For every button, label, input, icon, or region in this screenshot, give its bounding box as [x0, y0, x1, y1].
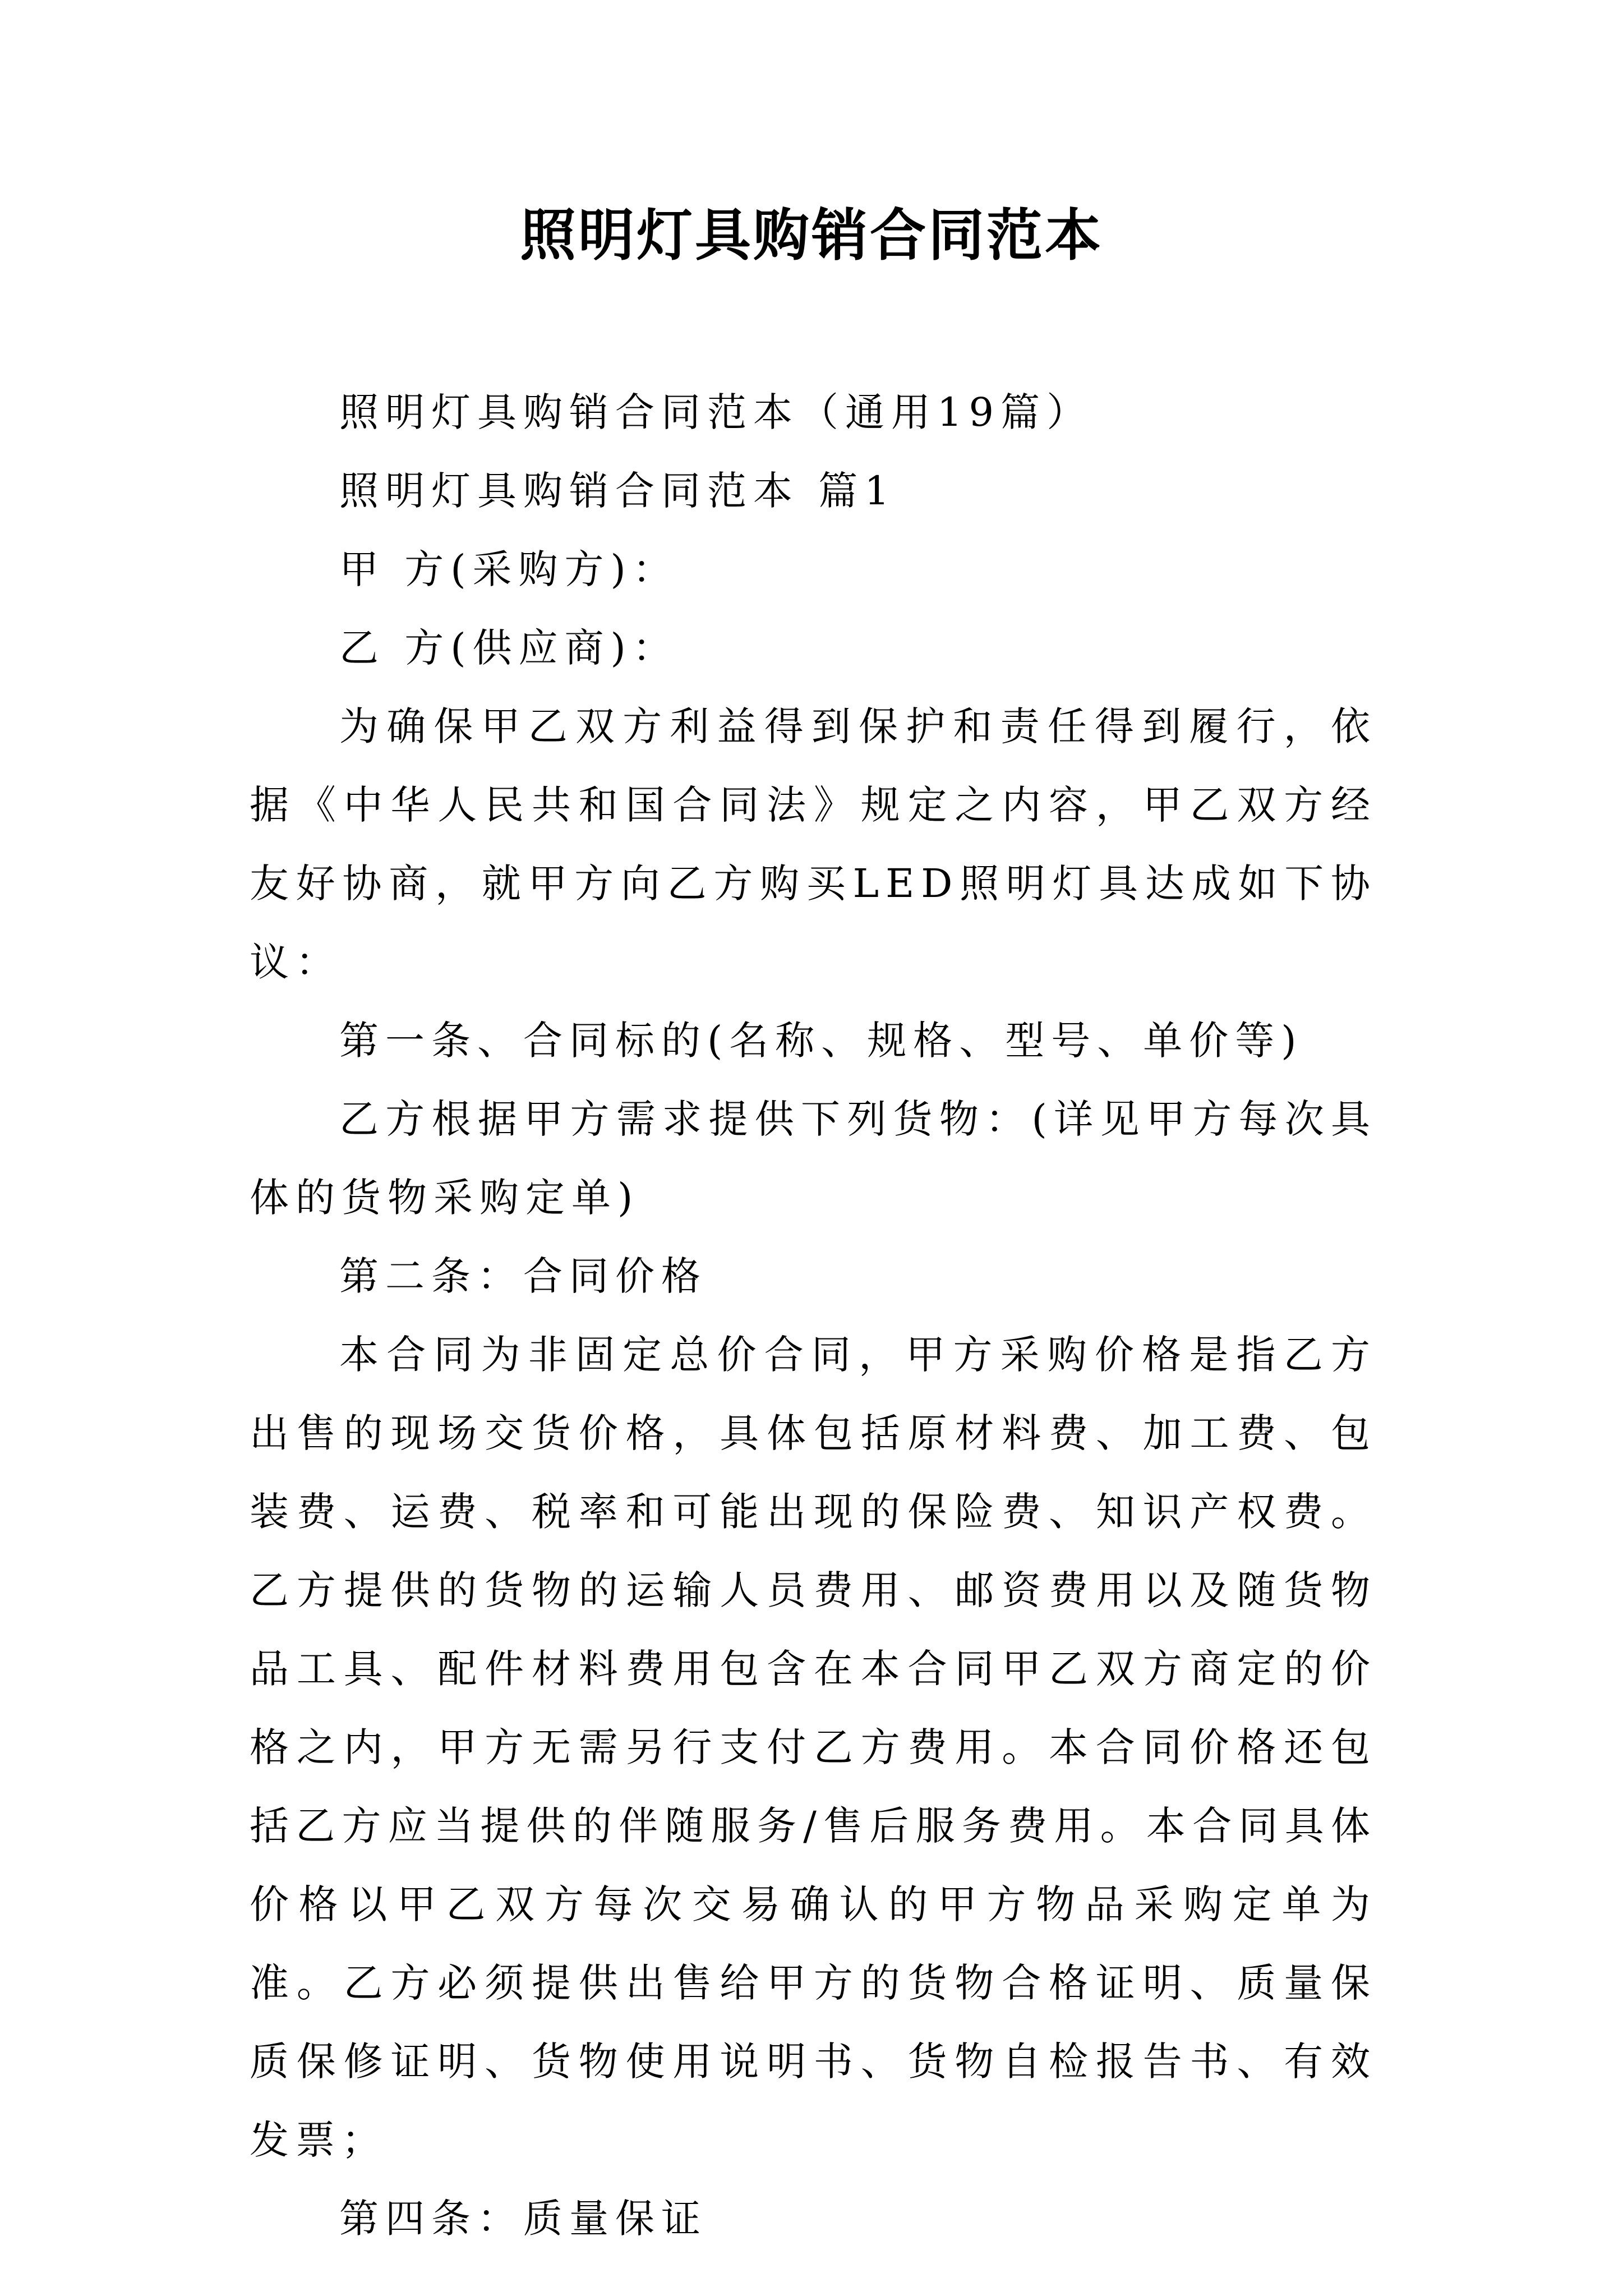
paragraph-article-1-body: 乙方根据甲方需求提供下列货物：(详见甲方每次具体的货物采购定单) — [250, 1096, 1377, 1221]
paragraph-article-2-heading: 第二条：合同价格 — [339, 1253, 707, 1299]
paragraph-party-a: 甲 方(采购方)： — [339, 546, 679, 592]
document-body — [250, 373, 1377, 2258]
paragraph-article-1-heading: 第一条、合同标的(名称、规格、型号、单价等) — [339, 1018, 1303, 1064]
paragraph-article-2-body: 本合同为非固定总价合同，甲方采购价格是指乙方出售的现场交货价格，具体包括原材料费、加工费、包装费、运费、税率和可能出现的保险费、知识产权费。乙方提供的货物的运输人员费用、邮资费用以及随货物品工具、配件材料费用包含在本合同甲乙双方商定的价格之内，甲方无需另行支付乙方费用。本合同价格还包括乙方应当提供的伴随服务/售后服务费用。本合同具体价格以甲乙双方每次交易确认的甲方物品采购定单为准。乙方必须提供出售给甲方的货物合格证明、质量保质保修证明、货物使用说明书、货物自检报告书、有效发票； — [250, 1332, 1377, 2163]
paragraph-subtitle: 照明灯具购销合同范本（通用19篇） — [339, 389, 1093, 435]
document-title: 照明灯具购销合同范本 — [520, 203, 1103, 268]
paragraph-article-4-heading: 第四条：质量保证 — [339, 2196, 707, 2242]
paragraph-section-heading: 照明灯具购销合同范本 篇1 — [339, 468, 896, 514]
paragraph-preamble: 为确保甲乙双方利益得到保护和责任得到履行，依据《中华人民共和国合同法》规定之内容，甲乙双方经友好协商，就甲方向乙方购买LED照明灯具达成如下协议： — [250, 703, 1377, 985]
paragraph-party-b: 乙 方(供应商)： — [339, 625, 679, 671]
